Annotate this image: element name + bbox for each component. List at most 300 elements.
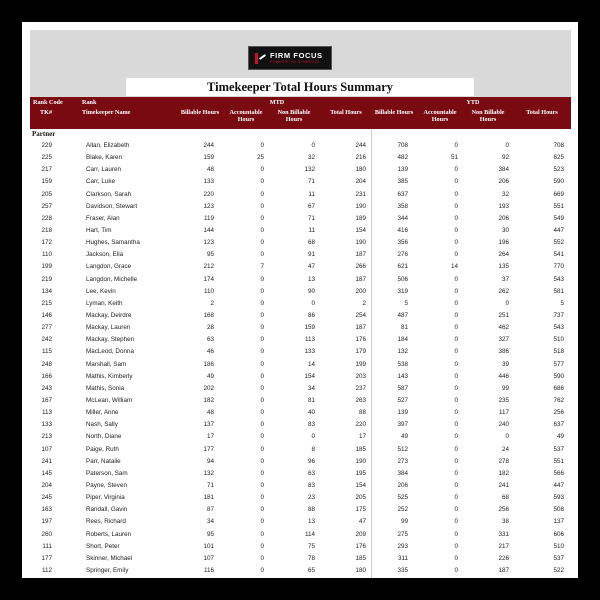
tk-number-cell: 146 [41, 311, 52, 319]
logo-tagline: POWERED BY SYNERGEX [270, 59, 320, 64]
ytd-accountable-cell: 0 [454, 239, 458, 247]
mtd-non-billable-cell: 78 [307, 554, 315, 562]
timekeeper-name-cell: Langdon, Grace [86, 263, 132, 271]
table-row [30, 286, 571, 298]
timekeeper-name-cell: Springer, Emily [86, 566, 129, 574]
timekeeper-name-cell: Parr, Natalie [86, 457, 121, 465]
ytd-accountable-cell: 0 [454, 166, 458, 174]
ytd-total-cell: 590 [553, 178, 564, 186]
mtd-billable-cell: 94 [206, 457, 214, 465]
ytd-non-billable-cell: 0 [505, 142, 509, 149]
rank-header: Rank [82, 99, 97, 106]
timekeeper-name-cell: Lyman, Keith [86, 299, 123, 307]
ytd-total-cell: 447 [553, 226, 564, 234]
mtd-billable-cell: 132 [203, 469, 214, 477]
ytd-non-billable-cell: 256 [498, 506, 509, 514]
ytd-billable-cell: 335 [397, 566, 408, 574]
tk-number-cell: 217 [41, 166, 52, 174]
mtd-non-billable-header: Non Billable Hours [277, 109, 311, 123]
mtd-accountable-cell: 25 [256, 154, 264, 162]
mtd-total-cell: 190 [355, 457, 366, 465]
tk-number-cell: 229 [41, 142, 52, 149]
ytd-non-billable-cell: 206 [498, 178, 509, 186]
ytd-total-cell: 551 [553, 202, 564, 210]
ytd-non-billable-cell: 117 [498, 409, 509, 417]
tk-number-cell: 245 [41, 494, 52, 502]
ytd-non-billable-cell: 193 [498, 202, 509, 210]
mtd-non-billable-cell: 32 [307, 154, 315, 162]
mtd-accountable-cell: 0 [260, 336, 264, 344]
mtd-billable-cell: 186 [203, 360, 214, 368]
ytd-billable-cell: 275 [397, 530, 408, 538]
mtd-total-cell: 17 [358, 433, 366, 441]
mtd-accountable-cell: 0 [260, 251, 264, 259]
tk-number-cell: 205 [41, 190, 52, 198]
mtd-non-billable-cell: 47 [307, 263, 315, 271]
ytd-non-billable-cell: 241 [498, 481, 509, 489]
ytd-billable-cell: 512 [397, 445, 408, 453]
timekeeper-name-cell: Clarkson, Sarah [86, 190, 132, 198]
tk-number-cell: 213 [41, 433, 52, 441]
mtd-non-billable-cell: 68 [307, 239, 315, 247]
timekeeper-name-cell: Hughes, Samantha [86, 239, 140, 247]
ytd-accountable-header: Accountable Hours [423, 109, 457, 123]
ytd-accountable-cell: 0 [454, 421, 458, 429]
ytd-non-billable-cell: 386 [498, 348, 509, 356]
table-row [30, 516, 571, 528]
table-row [30, 261, 571, 273]
mtd-billable-cell: 48 [206, 409, 214, 417]
ytd-non-billable-cell: 235 [498, 396, 509, 404]
mtd-billable-cell: 87 [206, 506, 214, 514]
mtd-total-cell: 88 [358, 409, 366, 417]
table-row [30, 492, 571, 504]
mtd-total-cell: 266 [355, 263, 366, 271]
mtd-billable-cell: 116 [203, 566, 214, 574]
tk-number-cell: 204 [41, 481, 52, 489]
table-row [30, 152, 571, 164]
mtd-non-billable-cell: 83 [307, 421, 315, 429]
timekeeper-name-cell: Carr, Luke [86, 178, 116, 186]
mtd-total-cell: 176 [355, 542, 366, 550]
mtd-accountable-cell: 7 [260, 263, 264, 271]
mtd-total-header: Total Hours [330, 109, 362, 116]
ytd-accountable-cell: 0 [454, 566, 458, 574]
mtd-accountable-cell: 0 [260, 226, 264, 234]
mtd-accountable-cell: 0 [260, 348, 264, 356]
mtd-accountable-cell: 0 [260, 494, 264, 502]
table-row [30, 395, 571, 407]
ytd-total-cell: 581 [553, 287, 564, 295]
ytd-billable-cell: 358 [397, 202, 408, 210]
ytd-accountable-cell: 0 [454, 481, 458, 489]
mtd-non-billable-cell: 86 [307, 311, 315, 319]
mtd-total-cell: 216 [355, 154, 366, 162]
mtd-total-cell: 205 [355, 494, 366, 502]
timekeeper-name-cell: Mackay, Lauren [86, 324, 131, 332]
ytd-accountable-cell: 0 [454, 299, 458, 307]
tk-number-cell: 248 [41, 360, 52, 368]
table-row [30, 480, 571, 492]
ytd-billable-cell: 99 [400, 518, 408, 526]
mtd-total-cell: 200 [355, 287, 366, 295]
tk-number-cell: 107 [41, 445, 52, 453]
ytd-accountable-cell: 0 [454, 214, 458, 222]
ytd-total-cell: 518 [553, 348, 564, 356]
mtd-total-cell: 195 [355, 469, 366, 477]
table-row [30, 541, 571, 553]
mtd-billable-cell: 17 [206, 433, 214, 441]
ytd-accountable-cell: 0 [454, 542, 458, 550]
tk-number-cell: 177 [41, 554, 52, 562]
tk-number-cell: 241 [41, 457, 52, 465]
table-row [30, 346, 571, 358]
table-row [30, 201, 571, 213]
mtd-billable-cell: 34 [206, 518, 214, 526]
mtd-billable-cell: 244 [203, 142, 214, 149]
table-row [30, 371, 571, 383]
mtd-non-billable-cell: 8 [311, 445, 315, 453]
timekeeper-name-cell: Randall, Gavin [86, 506, 128, 514]
timekeeper-name-cell: Fraser, Alan [86, 214, 120, 222]
mtd-non-billable-cell: 11 [308, 190, 315, 198]
ytd-non-billable-header: Non Billable Hours [471, 109, 505, 123]
ytd-header: YTD [466, 99, 480, 106]
ytd-accountable-cell: 0 [454, 226, 458, 234]
table-header [30, 97, 571, 129]
ytd-non-billable-cell: 446 [498, 372, 509, 380]
ytd-non-billable-cell: 251 [498, 311, 509, 319]
ytd-accountable-cell: 0 [454, 311, 458, 319]
ytd-non-billable-cell: 37 [501, 275, 509, 283]
mtd-billable-cell: 48 [206, 166, 214, 174]
ytd-total-cell: 708 [553, 142, 564, 149]
mtd-billable-cell: 2 [210, 299, 214, 307]
mtd-non-billable-cell: 71 [307, 214, 315, 222]
mtd-billable-cell: 119 [203, 214, 214, 222]
ytd-non-billable-cell: 462 [498, 324, 509, 332]
ytd-accountable-cell: 0 [454, 275, 458, 283]
timekeeper-name-cell: Mackay, Stephen [86, 336, 135, 344]
mtd-accountable-cell: 0 [260, 506, 264, 514]
ytd-billable-cell: 506 [397, 275, 408, 283]
mtd-billable-cell: 71 [206, 481, 214, 489]
mtd-accountable-cell: 0 [260, 311, 264, 319]
ytd-total-cell: 49 [556, 433, 564, 441]
mtd-billable-cell: 110 [203, 287, 214, 295]
mtd-non-billable-cell: 154 [304, 372, 315, 380]
ytd-billable-cell: 344 [397, 214, 408, 222]
ytd-accountable-cell: 0 [454, 554, 458, 562]
mtd-accountable-header: Accountable Hours [229, 109, 263, 123]
ytd-billable-cell: 527 [397, 396, 408, 404]
ytd-non-billable-cell: 226 [498, 554, 509, 562]
mtd-total-cell: 190 [355, 239, 366, 247]
table-row [30, 456, 571, 468]
timekeeper-rows [30, 140, 571, 577]
table-row [30, 444, 571, 456]
timekeeper-name-cell: Short, Peter [86, 542, 120, 550]
ytd-billable-cell: 311 [397, 554, 408, 562]
timekeeper-name-cell: Mackay, Deirdre [86, 311, 132, 319]
mtd-accountable-cell: 0 [260, 214, 264, 222]
ytd-non-billable-cell: 278 [498, 457, 509, 465]
tk-number-cell: 277 [41, 324, 52, 332]
ytd-accountable-cell: 0 [454, 324, 458, 332]
mtd-accountable-cell: 0 [260, 275, 264, 283]
timekeeper-name-cell: Piper, Virginia [86, 494, 125, 502]
ytd-billable-cell: 538 [397, 360, 408, 368]
timekeeper-name-cell: Langdon, Michelle [86, 275, 138, 283]
rank-code-header: Rank Code [33, 99, 63, 106]
mtd-billable-cell: 144 [203, 226, 214, 234]
ytd-billable-cell: 487 [397, 311, 408, 319]
mtd-total-cell: 185 [355, 554, 366, 562]
ytd-billable-cell: 637 [397, 190, 408, 198]
mtd-total-cell: 179 [355, 348, 366, 356]
ytd-total-cell: 5 [560, 299, 564, 307]
mtd-accountable-cell: 0 [260, 421, 264, 429]
ytd-accountable-cell: 0 [454, 287, 458, 295]
ytd-non-billable-cell: 38 [501, 518, 509, 526]
ytd-accountable-cell: 0 [454, 506, 458, 514]
ytd-non-billable-cell: 206 [498, 214, 509, 222]
tk-number-cell: 242 [41, 336, 52, 344]
table-row [30, 164, 571, 176]
ytd-billable-cell: 184 [397, 336, 408, 344]
ytd-non-billable-cell: 0 [505, 433, 509, 441]
mtd-accountable-cell: 0 [260, 239, 264, 247]
mtd-accountable-cell: 0 [260, 396, 264, 404]
ytd-total-cell: 686 [553, 384, 564, 392]
mtd-total-cell: 187 [355, 275, 366, 283]
rank-group-label: Partner [32, 130, 56, 138]
mtd-non-billable-cell: 67 [307, 202, 315, 210]
table-row [30, 419, 571, 431]
ytd-accountable-cell: 0 [454, 469, 458, 477]
ytd-non-billable-cell: 327 [498, 336, 509, 344]
ytd-total-cell: 770 [553, 263, 564, 271]
ytd-accountable-cell: 0 [454, 518, 458, 526]
mtd-accountable-cell: 0 [260, 166, 264, 174]
timekeeper-name-cell: Rees, Richard [86, 518, 126, 526]
ytd-accountable-cell: 0 [454, 190, 458, 198]
ytd-accountable-cell: 0 [454, 142, 458, 149]
ytd-accountable-cell: 0 [454, 445, 458, 453]
ytd-non-billable-cell: 331 [498, 530, 509, 538]
mtd-non-billable-cell: 83 [307, 481, 315, 489]
mtd-billable-cell: 202 [203, 384, 214, 392]
ytd-total-cell: 508 [553, 506, 564, 514]
ytd-billable-cell: 319 [397, 287, 408, 295]
mtd-total-cell: 2 [362, 299, 366, 307]
ytd-total-cell: 256 [553, 409, 564, 417]
mtd-non-billable-cell: 13 [307, 275, 315, 283]
page-title: Timekeeper Total Hours Summary [206, 79, 393, 94]
ytd-total-cell: 447 [553, 481, 564, 489]
ytd-non-billable-cell: 262 [498, 287, 509, 295]
tk-number-cell: 134 [41, 287, 52, 295]
ytd-total-cell: 637 [553, 421, 564, 429]
mtd-total-cell: 244 [355, 142, 366, 149]
tk-number-cell: 218 [41, 226, 52, 234]
ytd-accountable-cell: 0 [454, 202, 458, 210]
ytd-non-billable-cell: 187 [498, 566, 509, 574]
timekeeper-name-cell: Roberts, Lauren [86, 530, 132, 538]
tk-number-cell: 225 [41, 154, 52, 162]
tk-number-cell: 113 [41, 409, 52, 417]
mtd-accountable-cell: 0 [260, 554, 264, 562]
ytd-accountable-cell: 0 [454, 178, 458, 186]
mtd-total-cell: 254 [355, 311, 366, 319]
mtd-non-billable-cell: 71 [307, 178, 315, 186]
mtd-non-billable-cell: 113 [304, 336, 315, 344]
mtd-billable-cell: 220 [203, 190, 214, 198]
mtd-billable-cell: 137 [203, 421, 214, 429]
mtd-billable-cell: 95 [206, 251, 214, 259]
table-row [30, 553, 571, 565]
mtd-non-billable-cell: 65 [307, 566, 315, 574]
mtd-billable-header: Billable Hours [180, 109, 220, 116]
mtd-non-billable-cell: 11 [308, 226, 315, 234]
timekeeper-name-cell: Davidson, Stewart [86, 202, 138, 210]
mtd-total-cell: 209 [355, 530, 366, 538]
name-column-header: Timekeeper Name [82, 109, 131, 116]
mtd-total-cell: 203 [355, 372, 366, 380]
ytd-billable-cell: 621 [397, 263, 408, 271]
mtd-accountable-cell: 0 [260, 202, 264, 210]
ytd-total-cell: 537 [553, 445, 564, 453]
ytd-non-billable-cell: 92 [501, 154, 509, 162]
mtd-non-billable-cell: 90 [307, 287, 315, 295]
mtd-total-cell: 220 [355, 421, 366, 429]
mtd-total-cell: 231 [355, 190, 366, 198]
ytd-total-cell: 522 [553, 566, 564, 574]
mtd-billable-cell: 107 [203, 554, 214, 562]
tk-number-cell: 243 [41, 384, 52, 392]
ytd-total-cell: 669 [553, 190, 564, 198]
ytd-total-cell: 551 [553, 457, 564, 465]
mtd-total-cell: 190 [355, 202, 366, 210]
mtd-non-billable-cell: 0 [311, 299, 315, 307]
ytd-billable-cell: 252 [397, 506, 408, 514]
tk-number-cell: 260 [41, 530, 52, 538]
mtd-billable-cell: 133 [203, 178, 214, 186]
ytd-non-billable-cell: 196 [498, 239, 509, 247]
ytd-billable-cell: 276 [397, 251, 408, 259]
mtd-total-cell: 180 [355, 166, 366, 174]
ytd-total-cell: 137 [553, 518, 564, 526]
ytd-billable-cell: 5 [404, 299, 408, 307]
mtd-total-cell: 154 [355, 226, 366, 234]
timekeeper-name-cell: North, Diane [86, 433, 122, 441]
ytd-total-cell: 549 [553, 214, 564, 222]
table-row [30, 431, 571, 443]
timekeeper-name-cell: Hart, Tim [86, 226, 112, 234]
ytd-billable-cell: 356 [397, 239, 408, 247]
timekeeper-name-cell: Mathis, Sonia [86, 384, 125, 392]
ytd-total-cell: 625 [553, 154, 564, 162]
timekeeper-name-cell: Mathis, Kimberly [86, 372, 133, 380]
mtd-non-billable-cell: 91 [307, 251, 315, 259]
table-row [30, 225, 571, 237]
ytd-total-cell: 552 [553, 239, 564, 247]
tk-number-cell: 111 [42, 542, 52, 550]
mtd-total-cell: 204 [355, 178, 366, 186]
ytd-total-cell: 543 [553, 324, 564, 332]
table-row [30, 565, 571, 577]
ytd-total-cell: 523 [553, 166, 564, 174]
ytd-total-cell: 590 [553, 372, 564, 380]
timekeeper-name-cell: Skinner, Michael [86, 554, 133, 562]
table-row [30, 504, 571, 516]
mtd-non-billable-cell: 13 [307, 518, 315, 526]
mtd-non-billable-cell: 34 [307, 384, 315, 392]
mtd-non-billable-cell: 40 [307, 409, 315, 417]
mtd-total-cell: 176 [355, 336, 366, 344]
tk-number-cell: 166 [41, 372, 52, 380]
ytd-total-cell: 737 [553, 311, 564, 319]
ytd-billable-cell: 293 [397, 542, 408, 550]
mtd-billable-cell: 46 [206, 348, 214, 356]
tk-number-cell: 199 [41, 263, 52, 271]
ytd-billable-cell: 206 [397, 481, 408, 489]
timekeeper-name-cell: Marshall, Sam [86, 360, 127, 368]
ytd-total-header: Total Hours [526, 109, 558, 116]
tk-number-cell: 197 [41, 518, 52, 526]
mtd-accountable-cell: 0 [260, 287, 264, 295]
ytd-billable-cell: 385 [397, 178, 408, 186]
mtd-total-cell: 189 [355, 214, 366, 222]
timekeeper-name-cell: Blake, Karen [86, 154, 123, 162]
mtd-accountable-cell: 0 [260, 384, 264, 392]
timekeeper-name-cell: MacLeod, Donna [86, 348, 134, 356]
mtd-billable-cell: 49 [206, 372, 214, 380]
firm-focus-logo [248, 46, 332, 70]
ytd-accountable-cell: 0 [454, 457, 458, 465]
ytd-billable-cell: 139 [397, 409, 408, 417]
ytd-billable-cell: 143 [397, 372, 408, 380]
mtd-non-billable-cell: 14 [307, 360, 315, 368]
mtd-billable-cell: 168 [203, 311, 214, 319]
report-page [22, 22, 578, 578]
mtd-non-billable-cell: 0 [311, 433, 315, 441]
ytd-accountable-cell: 0 [454, 433, 458, 441]
ytd-total-cell: 537 [553, 554, 564, 562]
mtd-accountable-cell: 0 [260, 178, 264, 186]
timekeeper-name-cell: Paterson, Sam [86, 469, 128, 477]
mtd-accountable-cell: 0 [260, 372, 264, 380]
mtd-total-cell: 154 [355, 481, 366, 489]
mtd-billable-cell: 95 [206, 530, 214, 538]
ytd-non-billable-cell: 384 [498, 166, 509, 174]
tk-number-cell: 257 [41, 202, 52, 210]
tk-number-cell: 163 [41, 506, 52, 514]
ytd-accountable-cell: 0 [454, 360, 458, 368]
table-row [30, 310, 571, 322]
ytd-total-cell: 577 [553, 360, 564, 368]
ytd-billable-cell: 587 [397, 384, 408, 392]
ytd-non-billable-cell: 68 [501, 494, 509, 502]
timekeeper-name-cell: Allan, Elizabeth [86, 142, 130, 149]
ytd-billable-cell: 708 [397, 142, 408, 149]
ytd-total-cell: 606 [553, 530, 564, 538]
mtd-accountable-cell: 0 [260, 518, 264, 526]
tk-number-cell: 112 [41, 566, 52, 574]
mtd-non-billable-cell: 23 [307, 494, 315, 502]
mtd-total-cell: 237 [355, 384, 366, 392]
tk-number-cell: 115 [41, 348, 52, 356]
